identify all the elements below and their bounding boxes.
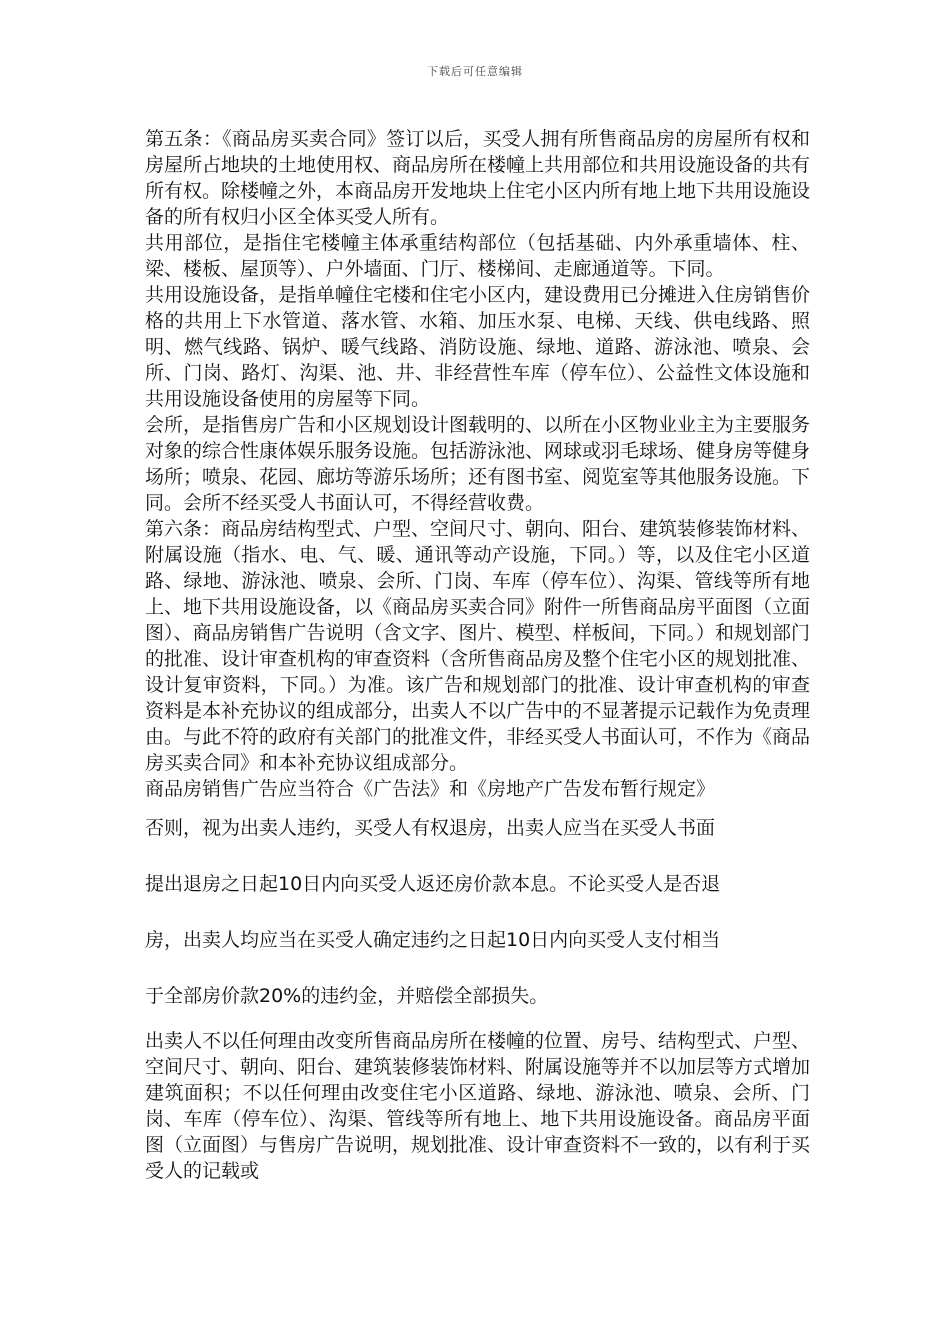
paragraph: 出卖人不以任何理由改变所售商品房所在楼幢的位置、房号、结构型式、户型、空间尺寸、朝向、阳台、建筑装修装饰材料、附属设施等并不以加层等方式增加建筑面积；不以任何理由改变住宅小区道路、绿地、游泳池、喷泉、会所、门岗、车库（停车位）、沟渠、管线等所有地上、地下共用设施设备。商品房平面图（立面图）与售房广告说明，规划批准、设计审查资料不一致的，以有利于买受人的记载或 xyxy=(145,1030,811,1182)
paragraph-group-1 xyxy=(145,126,810,802)
paragraph: 共用设施设备，是指单幢住宅楼和住宅小区内，建设费用已分摊进入住房销售价格的共用上下水管道、落水管、水箱、加压水泵、电梯、天线、供电线路、照明、燃气线路、锅炉、暖气线路、消防设施、绿地、道路、游泳池、喷泉、会所、门岗、路灯、沟渠、池、井、非经营性车库（停车位）、公益性文体设施和共用设施设备使用的房屋等下同。 xyxy=(145,284,811,410)
text-line: 房，出卖人均应当在买受人确定违约之日起10日内向买受人支付相当 xyxy=(145,929,721,951)
paragraph-group-2 xyxy=(145,1028,810,1184)
paragraph: 商品房销售广告应当符合《广告法》和《房地产广告发布暂行规定》 xyxy=(145,778,716,800)
paragraph: 共用部位，是指住宅楼幢主体承重结构部位（包括基础、内外承重墙体、柱、梁、楼板、屋顶等）、户外墙面、门厅、楼梯间、走廊通道等。下同。 xyxy=(145,232,810,280)
text-line: 否则，视为出卖人违约，买受人有权退房，出卖人应当在买受人书面 xyxy=(145,817,716,839)
paragraph: 第六条：商品房结构型式、户型、空间尺寸、朝向、阳台、建筑装修装饰材料、附属设施（指水、电、气、暖、通讯等动产设施，下同。）等，以及住宅小区道路、绿地、游泳池、喷泉、会所、门岗、车库（停车位）、沟渠、管线等所有地上、地下共用设施设备，以《商品房买卖合同》附件一所售商品房平面图（立面图）、商品房销售广告说明（含文字、图片、模型、样板间，下同。）和规划部门的批准、设计审查机构的审查资料（含所售商品房及整个住宅小区的规划批准、设计复审资料，下同。）为准。该广告和规划部门的批准、设计审查机构的审查资料是本补充协议的组成部分，出卖人不以广告中的不显著提示记载作为免责理由。与此不符的政府有关部门的批准文件，非经买受人书面认可，不作为《商品房买卖合同》和本补充协议组成部分。 xyxy=(145,518,811,774)
loose-spaced-lines xyxy=(145,800,810,1024)
document-body xyxy=(145,126,810,1184)
paragraph: 会所，是指售房广告和小区规划设计图载明的、以所在小区物业业主为主要服务对象的综合性康体娱乐服务设施。包括游泳池、网球或羽毛球场、健身房等健身场所；喷泉、花园、廊坊等游乐场所；还有图书室、阅览室等其他服务设施。下同。会所不经买受人书面认可，不得经营收费。 xyxy=(145,414,811,514)
page-header: 下载后可任意编辑 xyxy=(427,65,523,78)
text-line: 提出退房之日起10日内向买受人返还房价款本息。不论买受人是否退 xyxy=(145,873,721,895)
text-line: 于全部房价款20%的违约金，并赔偿全部损失。 xyxy=(145,985,549,1007)
paragraph: 第五条：《商品房买卖合同》签订以后，买受人拥有所售商品房的房屋所有权和房屋所占地块的土地使用权、商品房所在楼幢上共用部位和共用设施设备的共有所有权。除楼幢之外，本商品房开发地块上住宅小区内所有地上地下共用设施设备的所有权归小区全体买受人所有。 xyxy=(145,128,811,228)
